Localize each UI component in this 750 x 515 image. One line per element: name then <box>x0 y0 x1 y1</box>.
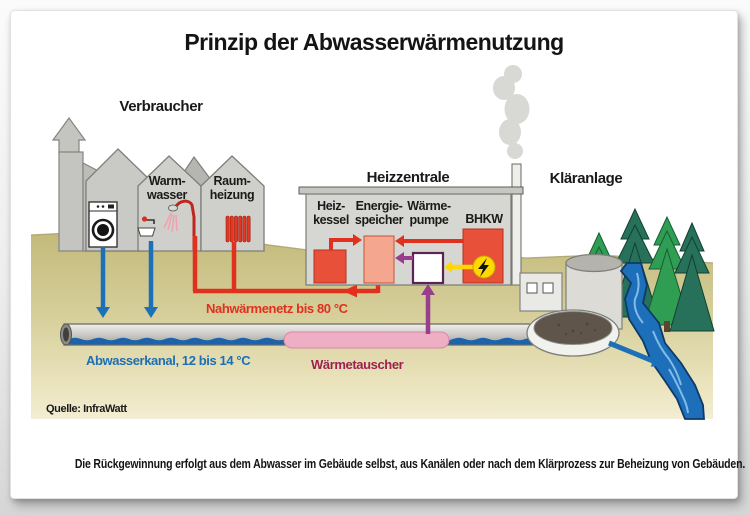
label-warm-water-2: wasser <box>147 188 187 202</box>
label-storage-1: Energie- <box>355 199 403 213</box>
label-treatment-plant: Kläranlage <box>549 170 623 187</box>
label-consumers: Verbraucher <box>119 98 203 115</box>
clarifier-basin <box>527 310 619 356</box>
page-title: Prinzip der Abwasserwärmenutzung <box>184 29 564 55</box>
pipe-opening <box>61 324 72 345</box>
treatment-building <box>520 273 562 311</box>
storage-box <box>364 236 394 283</box>
source-credit: Quelle: InfraWatt <box>46 403 127 415</box>
plant-roof <box>299 187 523 194</box>
label-storage-2: speicher <box>354 213 404 227</box>
caption-row <box>11 455 746 473</box>
label-heat-pump-2: pumpe <box>409 213 449 227</box>
diagram-card <box>10 10 746 499</box>
label-heating-plant: Heizzentrale <box>366 169 450 186</box>
boiler-box <box>314 250 346 283</box>
diagram-svg <box>11 11 737 498</box>
chimney <box>512 164 521 285</box>
label-district-heating: Nahwärmenetz bis 80 °C <box>206 301 348 316</box>
heat-exchanger-band <box>284 332 449 348</box>
label-sewer-channel: Abwasserkanal, 12 bis 14 °C <box>86 353 251 368</box>
heat-pump-box <box>413 253 443 283</box>
label-chp: BHKW <box>465 212 503 226</box>
label-warm-water-1: Warm- <box>148 174 186 188</box>
label-space-heating-2: heizung <box>209 188 255 202</box>
label-boiler-2: kessel <box>313 213 349 227</box>
caption-text: Die Rückgewinnung erfolgt aus dem Abwasser im Gebäude selbst, aus Kanälen oder nach dem Klärprozess zur Beheizung von Gebäuden. <box>74 457 746 471</box>
label-boiler-1: Heiz- <box>317 199 345 213</box>
electricity-icon <box>473 256 495 278</box>
smoke <box>493 65 530 159</box>
label-heat-pump-1: Wärme- <box>407 199 451 213</box>
label-heat-exchanger: Wärmetauscher <box>311 357 404 372</box>
washing-machine-icon <box>89 202 117 247</box>
label-space-heating-1: Raum- <box>213 174 251 188</box>
